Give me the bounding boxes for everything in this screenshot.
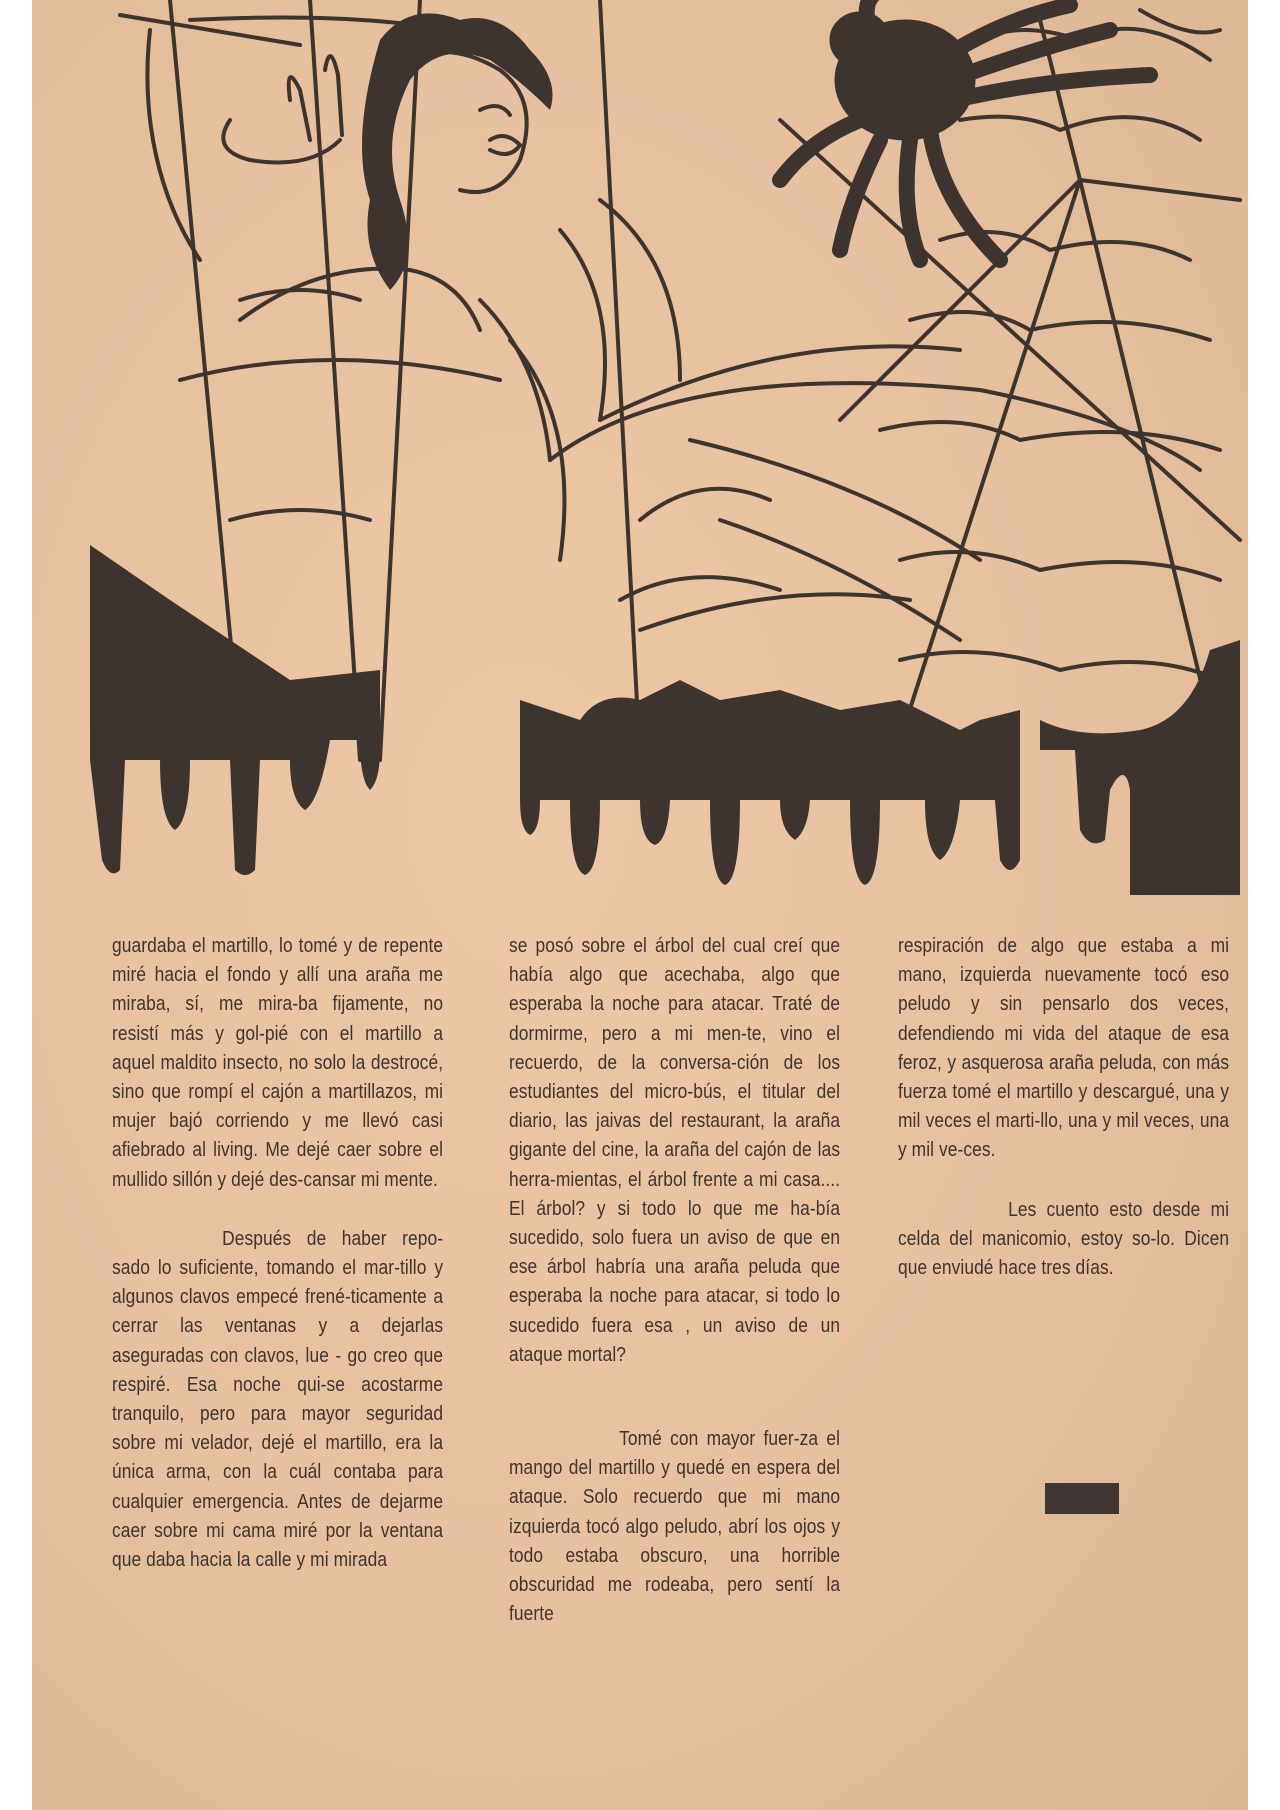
- paragraph-gap: [898, 1166, 1229, 1196]
- illustration-woman-spider-web: [80, 0, 1250, 900]
- paragraph: respiración de algo que estaba a mi mano, izquierda nuevamente tocó eso peludo y sin pensarlo dos veces, defendiendo mi vida del ataque de esa feroz, y asquerosa araña peluda, con más fuerza tomé el martillo y descargué, una y mil veces el marti-llo, una y mil veces, una y mil ve-ces.: [898, 935, 1230, 1162]
- paragraph: Después de haber repo-sado lo suficiente, tomando el mar-tillo y algunos clavos empecé frené-ticamente a cerrar las ventanas y a dejarlas aseguradas con clavos, lue - go creo que respiré. Esa noche qui-se acostarme tranquilo, pero para mayor seguridad sobre mi velador, dejé el martillo, era la única arma, con la cuál contaba para cualquier emergencia. Antes de dejarme caer sobre mi cama miré por la ventana que daba hacia la calle y mi mirada: [112, 1227, 444, 1572]
- paragraph-gap: [112, 1195, 443, 1225]
- text-column-3: [898, 932, 1229, 1283]
- illustration-svg: [80, 0, 1250, 900]
- paragraph: Les cuento esto desde mi celda del manicomio, estoy so-lo. Dicen que enviudé hace tres días.: [898, 1198, 1230, 1280]
- paragraph-gap: [509, 1370, 840, 1425]
- end-of-story-mark: [1045, 1483, 1119, 1514]
- text-column-1: [112, 932, 443, 1575]
- paragraph: se posó sobre el árbol del cual creí que había algo que acechaba, algo que esperaba la noche para atacar. Traté de dormirme, pero a mi men-te, vino el recuerdo, de la conversa-ción de los estudiantes del micro-bús, el titular del diario, las jaivas del restaurant, la araña gigante del cine, la araña del cajón de las herra-mientas, el árbol frente a mi casa.... El árbol? y si todo lo que me ha-bía sucedido, solo fuera un aviso de que en ese árbol habría una araña peluda que esperaba la noche para atacar, si todo lo sucedido fuera esa , un aviso de un ataque mortal?: [509, 935, 841, 1366]
- magazine-page: [32, 0, 1248, 1810]
- paragraph: guardaba el martillo, lo tomé y de repente miré hacia el fondo y allí una araña me miraba, sí, me mira-ba fijamente, no resistí más y gol-pié con el martillo a aquel maldito insecto, no solo la destrocé, sino que rompí el cajón a martillazos, mi mujer bajó corriendo y me llevó casi afiebrado al living. Me dejé caer sobre el mullido sillón y dejé des-cansar mi mente.: [112, 935, 444, 1191]
- paragraph: Tomé con mayor fuer-za el mango del martillo y quedé en espera del ataque. Solo recuerdo que mi mano izquierda tocó algo peludo, abrí los ojos y todo estaba obscuro, una horrible obscuridad me rodeaba, pero sentí la fuerte: [509, 1428, 841, 1626]
- text-column-2: [509, 932, 840, 1629]
